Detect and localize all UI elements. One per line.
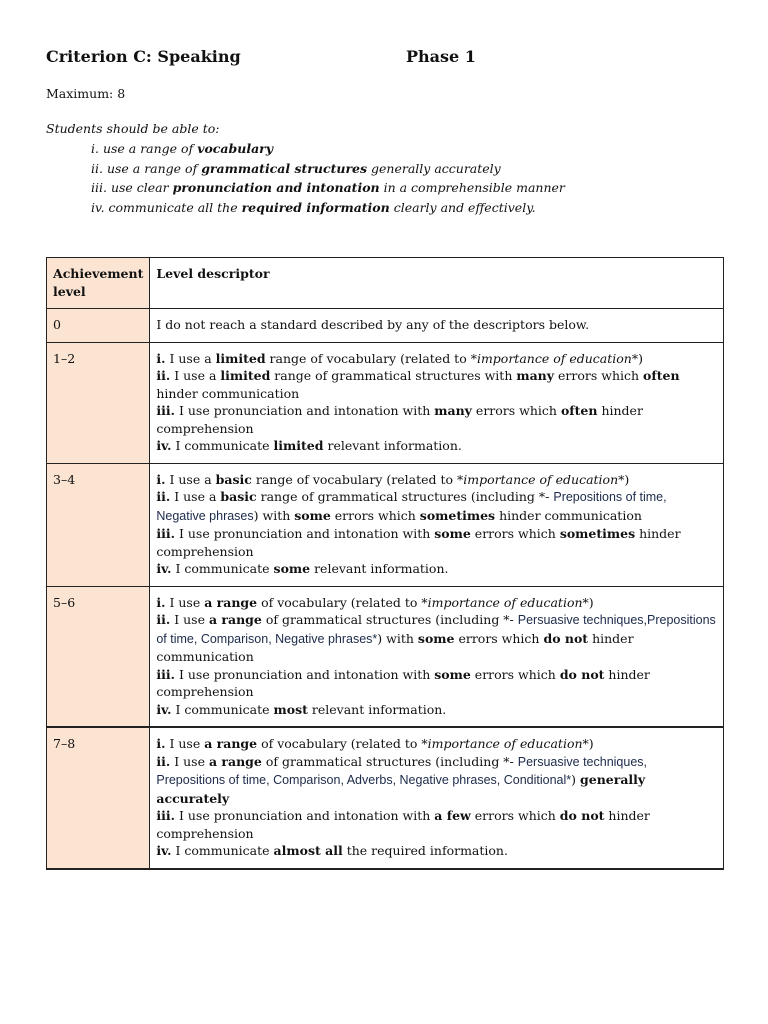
text-segment: of grammatical structures (including *- (261, 612, 518, 627)
descriptor-line (156, 316, 717, 334)
text-segment: do not (559, 808, 605, 823)
text-segment: I use a (165, 471, 216, 487)
text-segment: I use pronunciation and intonation with (174, 526, 435, 541)
text-segment: some (294, 507, 331, 523)
text-segment: relevant information. (323, 438, 462, 453)
text-segment: I use (165, 736, 205, 751)
text-segment: in a comprehensible manner (379, 180, 565, 195)
level-descriptor-cell (150, 727, 724, 869)
objectives-intro: Students should be able to: (46, 121, 220, 136)
text-segment: hinder comprehension (156, 526, 681, 559)
text-segment: Persuasive techniques,Prepositions of time, Comparison, Negative phrases* (156, 613, 716, 646)
achievement-level-cell: 1–2 (47, 342, 150, 463)
level-descriptor-cell (150, 463, 724, 586)
text-segment: iv. (156, 843, 172, 858)
text-segment: iv. (156, 701, 172, 717)
text-segment: sometimes (559, 526, 636, 541)
text-segment: limited (215, 350, 266, 366)
descriptor-line (156, 701, 717, 719)
text-segment: some (417, 630, 455, 646)
text-segment: ) (638, 350, 643, 366)
descriptor-line (156, 402, 717, 437)
descriptor-line (156, 666, 717, 701)
text-segment: hinder communication (156, 385, 300, 401)
text-segment: errors which (470, 666, 560, 682)
rubric-row (47, 727, 724, 869)
text-segment: *importance of education* (470, 350, 639, 366)
text-segment: I use a (170, 368, 221, 383)
text-segment: often (560, 403, 598, 418)
text-segment: iii. (156, 403, 175, 418)
rubric-table (46, 257, 724, 870)
text-segment: I communicate (171, 561, 274, 576)
text-segment: required information (241, 199, 390, 215)
text-segment: I use (170, 753, 209, 769)
text-segment: ) with (377, 630, 418, 646)
text-segment: range of grammatical structures (including *- (256, 489, 554, 504)
text-segment: relevant information. (307, 701, 447, 717)
text-segment: I use (165, 594, 205, 610)
text-segment: errors which (470, 526, 560, 541)
descriptor-line (156, 735, 717, 753)
level-descriptor-cell (150, 342, 724, 463)
descriptor-line (156, 525, 717, 560)
text-segment: hinder communication (495, 507, 642, 523)
text-segment: sometimes (419, 507, 496, 523)
objectives-list (91, 139, 565, 217)
text-segment: vocabulary (197, 141, 274, 156)
criterion-title: Criterion C: Speaking (46, 47, 241, 66)
text-segment: Persuasive techniques, Prepositions of time, Comparison, Adverbs, Negative phrases, Conditional* (156, 754, 648, 787)
text-segment: ii. (156, 489, 171, 504)
text-segment: almost all (273, 843, 343, 858)
text-segment: iii. use clear (91, 180, 173, 195)
text-segment: iii. (156, 666, 175, 682)
descriptor-line (156, 367, 717, 402)
text-segment: I use pronunciation and intonation with (174, 666, 435, 682)
text-segment: some (434, 526, 471, 541)
descriptor-line (156, 842, 717, 860)
text-segment: ) with (253, 507, 295, 523)
text-segment: do not (559, 666, 605, 682)
text-segment: basic (215, 471, 252, 487)
descriptor-line (156, 488, 717, 525)
text-segment: I use (170, 612, 209, 627)
achievement-level-cell: 0 (47, 309, 150, 343)
text-segment: limited (220, 368, 271, 383)
text-segment: errors which (454, 630, 544, 646)
objective-item (91, 139, 565, 159)
text-segment: do not (543, 630, 589, 646)
text-segment: clearly and effectively. (389, 199, 536, 215)
text-segment: relevant information. (310, 561, 449, 576)
text-segment: hinder comprehension (156, 403, 643, 436)
text-segment: i. (156, 350, 166, 366)
text-segment: generally accurately (367, 160, 501, 176)
text-segment: I use pronunciation and intonation with (174, 403, 435, 418)
text-segment: errors which (330, 507, 420, 523)
text-segment: ) (624, 471, 630, 487)
text-segment: I use a (170, 489, 221, 504)
text-segment: iv. communicate all the (91, 199, 242, 215)
text-segment: hinder comprehension (156, 808, 650, 841)
text-segment: ) (588, 736, 594, 751)
objective-item (91, 178, 565, 198)
text-segment: limited (273, 438, 324, 453)
text-segment: iii. (156, 526, 175, 541)
header-level-descriptor: Level descriptor (150, 258, 724, 309)
rubric-row (47, 463, 724, 586)
text-segment: range of vocabulary (related to (265, 350, 471, 366)
text-segment: iv. (156, 561, 172, 576)
text-segment: some (273, 561, 311, 576)
text-segment: ii. (156, 612, 171, 627)
text-segment: a few (434, 808, 471, 823)
descriptor-line (156, 560, 717, 578)
text-segment: I communicate (171, 843, 274, 858)
text-segment: *importance of education* (421, 736, 589, 751)
text-segment: range of vocabulary (related to (251, 471, 457, 487)
level-descriptor-cell (150, 309, 724, 343)
text-segment: *importance of education* (457, 471, 625, 487)
objective-item (91, 159, 565, 179)
text-segment: grammatical structures (201, 160, 368, 176)
header-achievement-level: Achievement level (47, 258, 150, 309)
text-segment: Prepositions of time, Negative phrases (156, 490, 667, 523)
text-segment: errors which (470, 808, 560, 823)
text-segment: most (273, 701, 308, 717)
text-segment: the required information. (342, 843, 508, 858)
achievement-level-cell: 5–6 (47, 586, 150, 727)
text-segment: of vocabulary (related to (257, 736, 422, 751)
text-segment: i. (156, 594, 166, 610)
text-segment: ii. (156, 368, 171, 383)
descriptor-line (156, 350, 717, 368)
text-segment: a range (208, 753, 262, 769)
descriptor-line (156, 594, 717, 612)
text-segment: some (434, 666, 471, 682)
text-segment: hinder comprehension (156, 666, 650, 699)
achievement-level-cell: 3–4 (47, 463, 150, 586)
rubric-header-row (47, 258, 724, 309)
text-segment: pronunciation and intonation (172, 180, 380, 195)
achievement-level-cell: 7–8 (47, 727, 150, 869)
text-segment: iii. (156, 808, 175, 823)
text-segment: i. (156, 736, 166, 751)
descriptor-line (156, 611, 717, 666)
text-segment: a range (204, 736, 258, 751)
text-segment: errors which (554, 368, 644, 383)
descriptor-line (156, 437, 717, 455)
text-segment: ii. (156, 753, 171, 769)
descriptor-line (156, 753, 717, 808)
phase-label: Phase 1 (406, 47, 476, 66)
descriptor-line (156, 471, 717, 489)
rubric-row (47, 309, 724, 343)
text-segment: I communicate (171, 438, 274, 453)
text-segment: ) (571, 772, 581, 787)
text-segment: many (434, 403, 472, 418)
text-segment: I do not reach a standard described by any of the descriptors below. (156, 317, 590, 332)
text-segment: I use a (165, 350, 216, 366)
text-segment: basic (220, 489, 257, 504)
text-segment: often (643, 368, 680, 383)
text-segment: of vocabulary (related to (257, 594, 422, 610)
text-segment: range of grammatical structures with (270, 368, 517, 383)
text-segment: errors which (471, 403, 561, 418)
text-segment: generally accurately (156, 772, 646, 806)
text-segment: a range (208, 612, 262, 627)
rubric-row (47, 586, 724, 727)
text-segment: *importance of education* (421, 594, 589, 610)
text-segment: i. use a range of (91, 141, 198, 156)
text-segment: I use pronunciation and intonation with (174, 808, 435, 823)
text-segment: ) (588, 594, 594, 610)
rubric-row (47, 342, 724, 463)
descriptor-line (156, 807, 717, 842)
text-segment: a range (204, 594, 258, 610)
maximum-score: Maximum: 8 (46, 86, 126, 101)
text-segment: iv. (156, 438, 172, 453)
text-segment: hinder communication (156, 630, 634, 664)
text-segment: I communicate (171, 701, 274, 717)
text-segment: ii. use a range of (91, 160, 202, 176)
objective-item (91, 198, 565, 218)
text-segment: i. (156, 471, 166, 487)
level-descriptor-cell (150, 586, 724, 727)
text-segment: of grammatical structures (including *- (261, 753, 518, 769)
text-segment: many (516, 368, 555, 383)
